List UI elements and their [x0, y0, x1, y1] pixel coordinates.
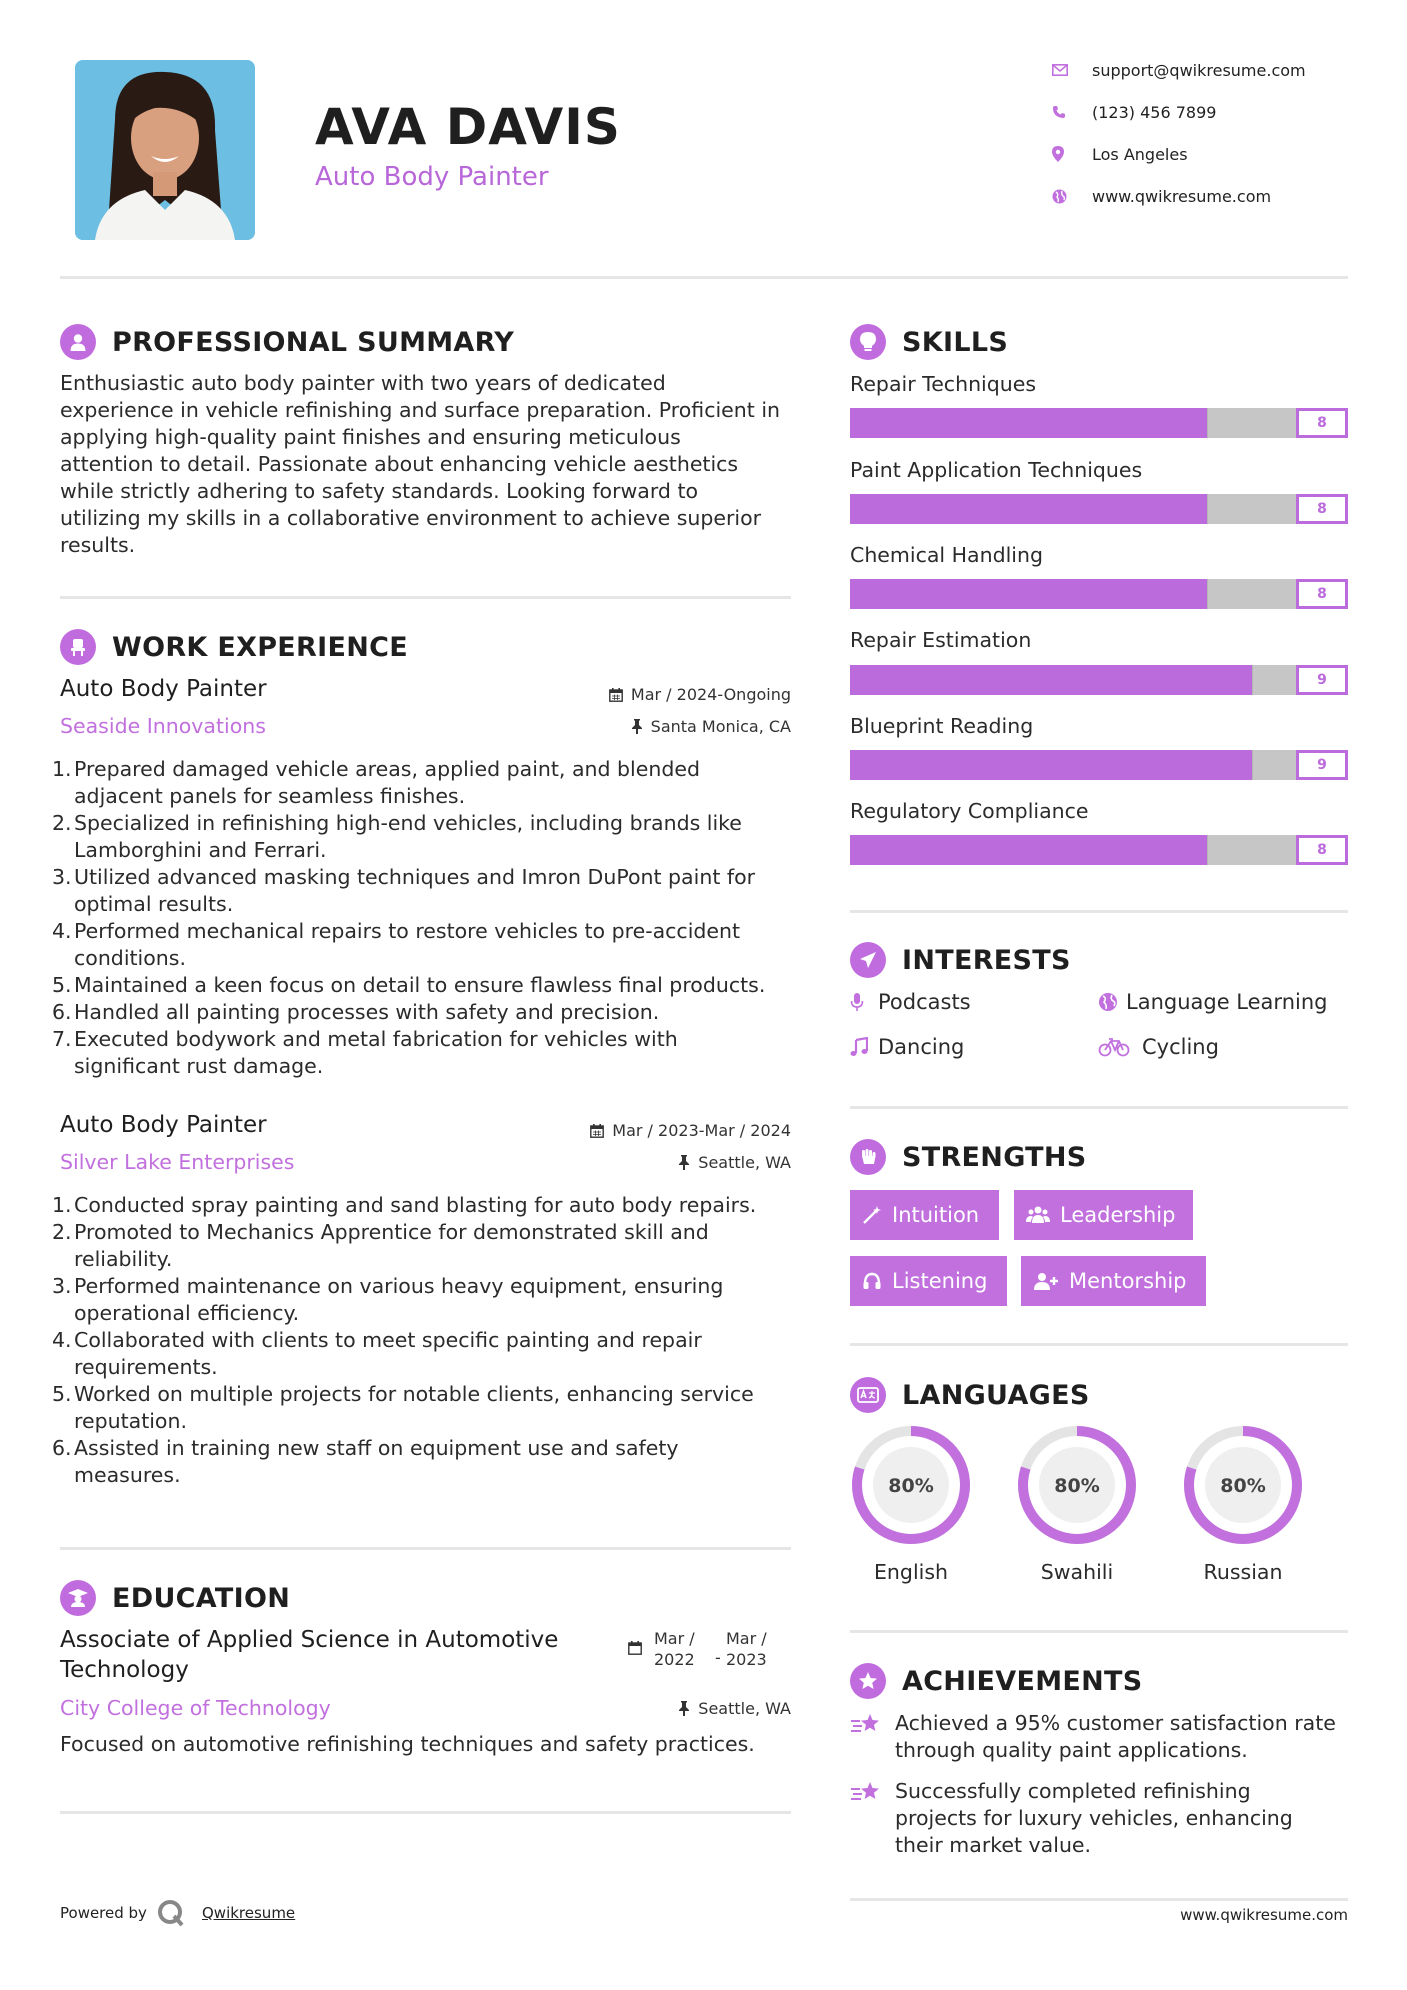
- skill-bar: [850, 494, 1348, 524]
- contact-phone[interactable]: [1052, 100, 1216, 124]
- user-icon: [60, 324, 96, 360]
- education-end-date: Mar / 2023: [726, 1629, 767, 1669]
- skill-bar: [850, 579, 1348, 609]
- graduate-icon: [60, 1580, 96, 1616]
- language-name: English: [873, 1560, 949, 1584]
- skill-rating: 8: [1296, 579, 1348, 609]
- education-description: Focused on automotive refinishing techniques and safety practices.: [60, 1732, 755, 1756]
- skill-label: Blueprint Reading: [850, 714, 1034, 738]
- interest-item: Cycling: [1098, 1035, 1219, 1059]
- strengths-section-title: STRENGTHS: [850, 1137, 1087, 1177]
- header-divider: [60, 276, 1348, 279]
- list-item: 3. Utilized advanced masking techniques and Imron DuPont paint for optimal results.: [52, 865, 756, 916]
- interest-item: Language Learning: [1098, 990, 1327, 1014]
- magic-wand-icon: [862, 1205, 882, 1225]
- language-icon: [850, 1377, 886, 1413]
- skills-section-title: SKILLS: [850, 322, 1008, 362]
- skill-bar: [850, 408, 1348, 438]
- language-name: Russian: [1203, 1560, 1283, 1584]
- skill-rating: 9: [1296, 750, 1348, 780]
- headphones-icon: [862, 1271, 882, 1291]
- skill-label: Repair Techniques: [850, 372, 1037, 396]
- calendar-icon: [609, 688, 623, 702]
- skill-bar: [850, 665, 1348, 695]
- job-2-company[interactable]: Silver Lake Enterprises: [60, 1150, 295, 1174]
- skill-label: Paint Application Techniques: [850, 458, 1143, 482]
- footer-website-link[interactable]: www.qwikresume.com: [1180, 1906, 1348, 1924]
- skill-label: Chemical Handling: [850, 543, 1044, 567]
- pushpin-icon: [631, 719, 643, 734]
- summary-text: Enthusiastic auto body painter with two years of dedicated experience in vehicle refinishing and surface preparation. Proficient in applying high-quality paint finishes and ensuring meticulous attention to detail. Passionate about enhancing vehicle aesthetics while strictly adhering to safety standards. Looking forward to utilizing my skills in a collaborative environment to achieve superior results.: [60, 371, 781, 557]
- calendar-icon: [628, 1640, 642, 1659]
- summary-section-title: PROFESSIONAL SUMMARY: [60, 322, 514, 362]
- list-item: 5. Maintained a keen focus on detail to ensure flawless final products.: [52, 973, 766, 997]
- users-icon: [1026, 1205, 1050, 1225]
- skill-label: Regulatory Compliance: [850, 799, 1089, 823]
- contact-website-text: www.qwikresume.com: [1092, 186, 1272, 206]
- list-item: 7. Executed bodywork and metal fabrication for vehicles with significant rust damage.: [52, 1027, 678, 1078]
- fist-icon: [850, 1139, 886, 1175]
- job-1-location: Santa Monica, CA: [520, 717, 791, 736]
- lightbulb-icon: [850, 324, 886, 360]
- date-separator: -: [715, 1648, 721, 1667]
- education-school[interactable]: City College of Technology: [60, 1696, 331, 1720]
- shooting-star-icon: [850, 1710, 895, 1764]
- education-degree: Associate of Applied Science in Automotive Technology: [60, 1627, 559, 1683]
- chair-icon: [60, 629, 96, 665]
- pushpin-icon: [678, 1701, 690, 1716]
- qwikresume-brand-link[interactable]: Qwikresume: [202, 1904, 296, 1922]
- interests-divider: [850, 1106, 1348, 1109]
- languages-divider: [850, 1630, 1348, 1633]
- language-progress-circle: [850, 1424, 972, 1546]
- skill-bar: [850, 835, 1348, 865]
- interest-item: Podcasts: [850, 990, 971, 1014]
- strengths-divider: [850, 1343, 1348, 1346]
- language-progress-circle: [1182, 1424, 1304, 1546]
- list-item: 6. Handled all painting processes with safety and precision.: [52, 1000, 660, 1024]
- candidate-role: Auto Body Painter: [315, 162, 549, 192]
- job-1-company[interactable]: Seaside Innovations: [60, 714, 266, 738]
- contact-location-text: Los Angeles: [1092, 144, 1188, 164]
- skill-rating: 8: [1296, 835, 1348, 865]
- language-percent: 80%: [1220, 1475, 1266, 1497]
- skill-rating: 9: [1296, 665, 1348, 695]
- powered-by-text: Powered by: [60, 1904, 147, 1922]
- shooting-star-icon: [850, 1778, 895, 1859]
- list-item: 2. Promoted to Mechanics Apprentice for demonstrated skill and reliability.: [52, 1220, 709, 1271]
- language-name: Swahili: [1040, 1560, 1114, 1584]
- microphone-icon: [850, 992, 878, 1012]
- skill-label: Repair Estimation: [850, 628, 1032, 652]
- skills-divider: [850, 910, 1348, 913]
- achievements-divider: [850, 1898, 1348, 1901]
- interest-item: Dancing: [850, 1035, 964, 1059]
- achievement-item: Achieved a 95% customer satisfaction rate through quality paint applications.: [850, 1710, 1348, 1764]
- contact-email-text: support@qwikresume.com: [1092, 60, 1306, 80]
- list-item: 3. Performed maintenance on various heavy equipment, ensuring operational efficiency.: [52, 1274, 724, 1325]
- achievement-item: Successfully completed refinishing projects for luxury vehicles, enhancing their market value.: [850, 1778, 1348, 1859]
- language-percent: 80%: [888, 1475, 934, 1497]
- summary-divider: [60, 596, 791, 599]
- list-item: 2. Specialized in refinishing high-end vehicles, including brands like Lamborghini and Ferrari.: [52, 811, 742, 862]
- calendar-icon: [590, 1124, 604, 1138]
- skill-bar: [850, 750, 1348, 780]
- phone-icon: [1052, 105, 1092, 119]
- strength-chip: Listening: [850, 1256, 1007, 1306]
- list-item: 5. Worked on multiple projects for notable clients, enhancing service reputation.: [52, 1382, 754, 1433]
- skill-rating: 8: [1296, 494, 1348, 524]
- globe-icon: [1052, 189, 1092, 204]
- map-pin-icon: [1052, 146, 1092, 162]
- job-2-responsibilities: [52, 1192, 792, 1489]
- education-location: Seattle, WA: [520, 1699, 791, 1718]
- list-item: 1. Prepared damaged vehicle areas, applied paint, and blended adjacent panels for seamless finishes.: [52, 757, 700, 808]
- interests-section-title: INTERESTS: [850, 940, 1071, 980]
- experience-section-title: WORK EXPERIENCE: [60, 627, 408, 667]
- education-section-title: EDUCATION: [60, 1578, 290, 1618]
- strength-chip: Leadership: [1014, 1190, 1193, 1240]
- list-item: 4. Collaborated with clients to meet specific painting and repair requirements.: [52, 1328, 702, 1379]
- job-2-title: Auto Body Painter: [60, 1112, 267, 1138]
- contact-email[interactable]: [1052, 58, 1306, 82]
- job-2-location: Seattle, WA: [520, 1153, 791, 1172]
- list-item: 6. Assisted in training new staff on equipment use and safety measures.: [52, 1436, 679, 1487]
- list-item: 1. Conducted spray painting and sand blasting for auto body repairs.: [52, 1193, 757, 1217]
- job-1-title: Auto Body Painter: [60, 676, 267, 702]
- globe-icon: [1098, 992, 1126, 1012]
- user-plus-icon: [1033, 1271, 1059, 1291]
- strength-chip: Intuition: [850, 1190, 999, 1240]
- envelope-icon: [1052, 64, 1092, 76]
- music-note-icon: [850, 1037, 878, 1057]
- contact-phone-text: (123) 456 7899: [1092, 102, 1217, 122]
- contact-website[interactable]: [1052, 184, 1271, 208]
- job-1-dates: Mar / 2024-Ongoing: [520, 685, 791, 704]
- strength-chip: Mentorship: [1021, 1256, 1206, 1306]
- experience-divider: [60, 1547, 791, 1550]
- language-progress-circle: [1016, 1424, 1138, 1546]
- job-2-dates: Mar / 2023-Mar / 2024: [520, 1121, 791, 1140]
- skill-rating: 8: [1296, 408, 1348, 438]
- contact-location: [1052, 142, 1188, 166]
- education-start-date: Mar / 2022: [654, 1629, 695, 1669]
- achievements-section-title: ACHIEVEMENTS: [850, 1661, 1143, 1701]
- languages-section-title: LANGUAGES: [850, 1375, 1090, 1415]
- profile-photo: [75, 60, 255, 240]
- pushpin-icon: [678, 1155, 690, 1170]
- paper-plane-icon: [850, 942, 886, 978]
- bicycle-icon: [1098, 1037, 1142, 1057]
- list-item: 4. Performed mechanical repairs to restore vehicles to pre-accident conditions.: [52, 919, 741, 970]
- star-badge-icon: [850, 1663, 886, 1699]
- candidate-name: AVA DAVIS: [315, 98, 621, 156]
- education-divider: [60, 1811, 791, 1814]
- language-percent: 80%: [1054, 1475, 1100, 1497]
- qwikresume-logo-icon: [156, 1898, 188, 1932]
- job-1-responsibilities: [52, 756, 792, 1080]
